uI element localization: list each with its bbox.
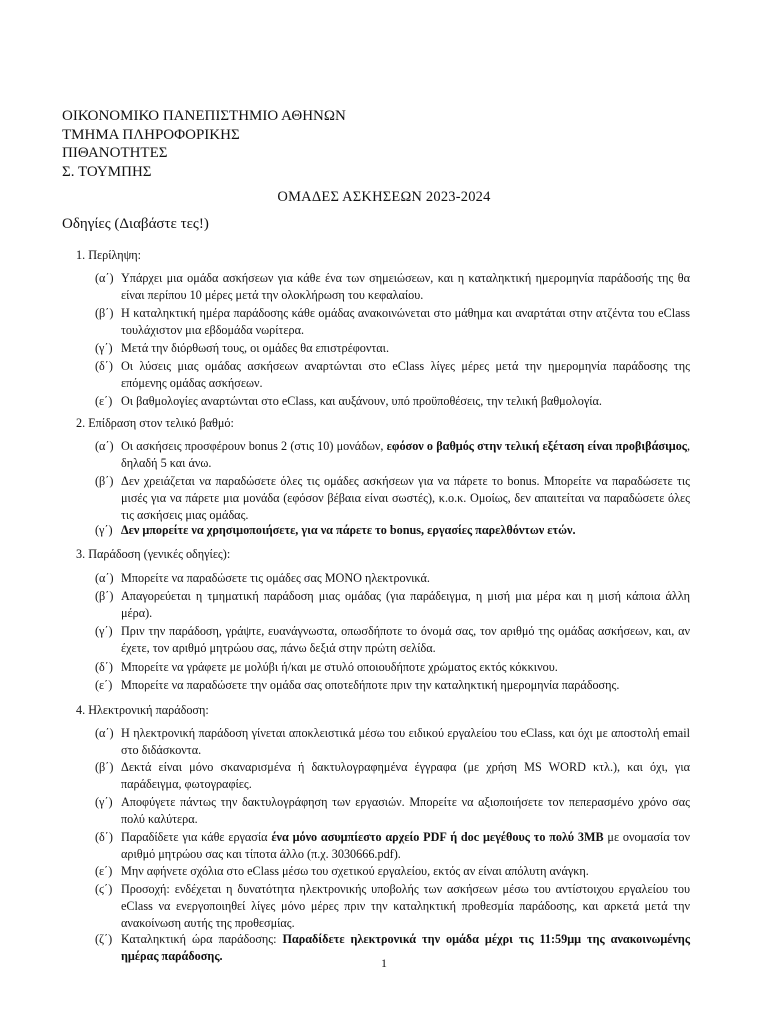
list-item-marker: (δ΄) (95, 359, 113, 373)
list-item (95, 305, 690, 339)
text-run: Προσοχή: ενδέχεται η δυνατότητα ηλεκτρονικής υποβολής των ασκήσεων μέσω του αντίστοιχου εργαλείου του eClass να ενεργοποιηθεί λίγες μόνο μέρες πριν την καταληκτική προθεσμία παράδοσης, και αρκετά μετά την ανακοίνωση αυτής της προθεσμίας. (121, 882, 690, 930)
text-run: Παραδίδετε για κάθε εργασία (121, 830, 272, 844)
list-item-marker: (δ΄) (95, 660, 113, 674)
page-number: 1 (381, 956, 387, 970)
list-item (95, 438, 690, 472)
text-run: Μπορείτε να παραδώσετε τις ομάδες σας ΜΟΝΟ ηλεκτρονικά. (121, 571, 430, 585)
list-item (95, 725, 690, 759)
text-run: με ονομασία τον αριθμό μητρώου σας και τίποτα άλλο (π.χ. 3030666.pdf). (121, 830, 690, 861)
list-item-text (121, 270, 690, 304)
list-item-marker: (α΄) (95, 271, 114, 285)
section-heading: 3. Παράδοση (γενικές οδηγίες): (76, 547, 231, 561)
list-item (95, 588, 690, 622)
text-run: Δεκτά είναι μόνο σκαναρισμένα ή δακτυλογραφημένα έγγραφα (με χρήση MS WORD κτλ.), και όχι, για παράδειγμα, φωτογραφίες. (121, 760, 690, 791)
text-run: Οι βαθμολογίες αναρτώνται στο eClass, και αυξάνουν, υπό προϋποθέσεις, την τελική βαθμολογία. (121, 394, 602, 408)
list-item-text (121, 623, 690, 657)
list-item-marker: (ε΄) (95, 864, 113, 878)
list-item-marker: (β΄) (95, 306, 114, 320)
list-item-marker: (α΄) (95, 571, 114, 585)
text-run: Μην αφήνετε σχόλια στο eClass μέσω του σχετικού εργαλείου, εκτός αν είναι απόλυτη ανάγκη. (121, 864, 589, 878)
list-item-marker: (α΄) (95, 726, 114, 740)
list-item-marker: (ζ΄) (95, 932, 113, 946)
text-run: Αποφύγετε πάντως την δακτυλογράφηση των εργασιών. Μπορείτε να αξιοποιήσετε τον πεπερασμένο χρόνο σας πολύ καλύτερα. (121, 795, 690, 826)
section-heading: 1. Περίληψη: (76, 248, 142, 262)
emphasis-text: ένα μόνο ασυμπίεστο αρχείο PDF ή doc μεγέθους το πολύ 3MB (271, 830, 604, 844)
list-item (95, 270, 690, 304)
emphasis-text: εφόσον ο βαθμός στην τελική εξέταση είναι προβιβάσιμος (386, 439, 687, 453)
list-item-text (121, 358, 690, 392)
list-item-text (121, 759, 690, 793)
list-item (95, 794, 690, 828)
text-run: Υπάρχει μια ομάδα ασκήσεων για κάθε ένα των σημειώσεων, και η καταληκτική ημερομηνία παράδοσής της θα είναι περίπου 10 μέρες μετά την ολοκλήρωση του κεφαλαίου. (121, 271, 690, 302)
header-department: ΤΜΗΜΑ ΠΛΗΡΟΦΟΡΙΚΗΣ (62, 126, 240, 143)
list-item-marker: (α΄) (95, 439, 114, 453)
list-item-marker: (γ΄) (95, 523, 113, 537)
text-run: Μπορείτε να γράφετε με μολύβι ή/και με στυλό οποιουδήποτε χρώματος εκτός κόκκινου. (121, 660, 558, 674)
section-heading: 4. Ηλεκτρονική παράδοση: (76, 703, 209, 717)
list-item (95, 522, 690, 539)
section-heading: 2. Επίδραση στον τελικό βαθμό: (76, 416, 234, 430)
text-run: Δεν χρειάζεται να παραδώσετε όλες τις ομάδες ασκήσεων για να πάρετε το bonus. Μπορείτε να παραδώσετε τις μισές για να πάρετε μια μονάδα (εφόσον βέβαια είναι σωστές), κ.ο.κ. Ομοίως, δεν απαιτείται να παραδώσετε όλες τις ασκήσεις μιας ομάδας. (121, 474, 690, 522)
text-run: Μετά την διόρθωσή τους, οι ομάδες θα επιστρέφονται. (121, 341, 390, 355)
text-run: Οι ασκήσεις προσφέρουν bonus 2 (στις 10) μονάδων, (121, 439, 387, 453)
list-item-marker: (γ΄) (95, 341, 113, 355)
list-item-text (121, 340, 690, 357)
emphasis-text: Παραδίδετε ηλεκτρονικά την ομάδα μέχρι τις 11:59μμ της ανακοινωμένης ημέρας παράδοσης. (121, 932, 690, 963)
list-item (95, 863, 690, 880)
list-item-text (121, 438, 690, 472)
list-item (95, 759, 690, 793)
list-item-text (121, 677, 690, 694)
list-item-text (121, 881, 690, 931)
list-item-text (121, 522, 690, 539)
text-run: Πριν την παράδοση, γράψτε, ευανάγνωστα, οπωσδήποτε το όνομά σας, τον αριθμό της ομάδας ασκήσεων, και, αν έχετε, τον αριθμό μητρώου σας, πάνω δεξιά στην πρώτη σελίδα. (121, 624, 690, 655)
list-item (95, 881, 690, 931)
list-item (95, 340, 690, 357)
header-university: ΟΙΚΟΝΟΜΙΚΟ ΠΑΝΕΠΙΣΤΗΜΙΟ ΑΘΗΝΩΝ (62, 108, 346, 124)
list-item-text (121, 305, 690, 339)
document-header (62, 107, 346, 181)
list-item-marker: (ε΄) (95, 394, 113, 408)
list-item-marker: (γ΄) (95, 624, 113, 638)
list-item (95, 393, 690, 410)
text-run: Απαγορεύεται η τμηματική παράδοση μιας ομάδας (για παράδειγμα, η μισή μια μέρα και η μισή κάποια άλλη μέρα). (121, 589, 690, 620)
list-item-marker: (δ΄) (95, 830, 113, 844)
list-item (95, 473, 690, 523)
text-run: Οι λύσεις μιας ομάδας ασκήσεων αναρτώνται στο eClass λίγες μέρες μετά την ημερομηνία παράδοσης της επόμενης ομάδας ασκήσεων. (121, 359, 690, 390)
text-run: Καταληκτική ώρα παράδοσης: (121, 932, 283, 946)
list-item-text (121, 829, 690, 863)
list-item-marker: (ϛ΄) (95, 882, 113, 896)
header-instructor: Σ. ΤΟΥΜΠΗΣ (62, 163, 152, 180)
list-item-text (121, 473, 690, 523)
list-item-text (121, 725, 690, 759)
text-run: , δηλαδή 5 και άνω. (121, 439, 690, 470)
text-run: Η ηλεκτρονική παράδοση γίνεται αποκλειστικά μέσω του ειδικού εργαλείου του eClass, και όχι με αποστολή email στο διδάσκοντα. (121, 726, 690, 757)
list-item-marker: (γ΄) (95, 795, 113, 809)
emphasis-text: Δεν μπορείτε να χρησιμοποιήσετε, για να πάρετε το bonus, εργασίες παρελθόντων ετών. (121, 523, 576, 537)
list-item (95, 570, 690, 587)
list-item-text (121, 794, 690, 828)
list-item (95, 829, 690, 863)
list-item-marker: (ε΄) (95, 678, 113, 692)
list-item (95, 358, 690, 392)
list-item-marker: (β΄) (95, 760, 114, 774)
document-title: ΟΜΑΔΕΣ ΑΣΚΗΣΕΩΝ 2023-2024 (277, 189, 491, 205)
list-item-text (121, 393, 690, 410)
list-item-marker: (β΄) (95, 474, 114, 488)
text-run: Η καταληκτική ημέρα παράδοσης κάθε ομάδας ανακοινώνεται στο μάθημα και αναρτάται στην ατζέντα του eClass τουλάχιστον μια εβδομάδα νωρίτερα. (121, 306, 690, 337)
list-item (95, 659, 690, 676)
text-run: Μπορείτε να παραδώσετε την ομάδα σας οποτεδήποτε πριν την καταληκτική ημερομηνία παράδοσης. (121, 678, 620, 692)
header-course: ΠΙΘΑΝΟΤΗΤΕΣ (62, 145, 168, 161)
list-item (95, 677, 690, 694)
list-item (95, 623, 690, 657)
list-item-text (121, 570, 690, 587)
list-item-text (121, 659, 690, 676)
list-item-marker: (β΄) (95, 589, 114, 603)
instructions-heading: Οδηγίες (Διαβάστε τες!) (62, 216, 209, 232)
list-item-text (121, 588, 690, 622)
list-item-text (121, 863, 690, 880)
